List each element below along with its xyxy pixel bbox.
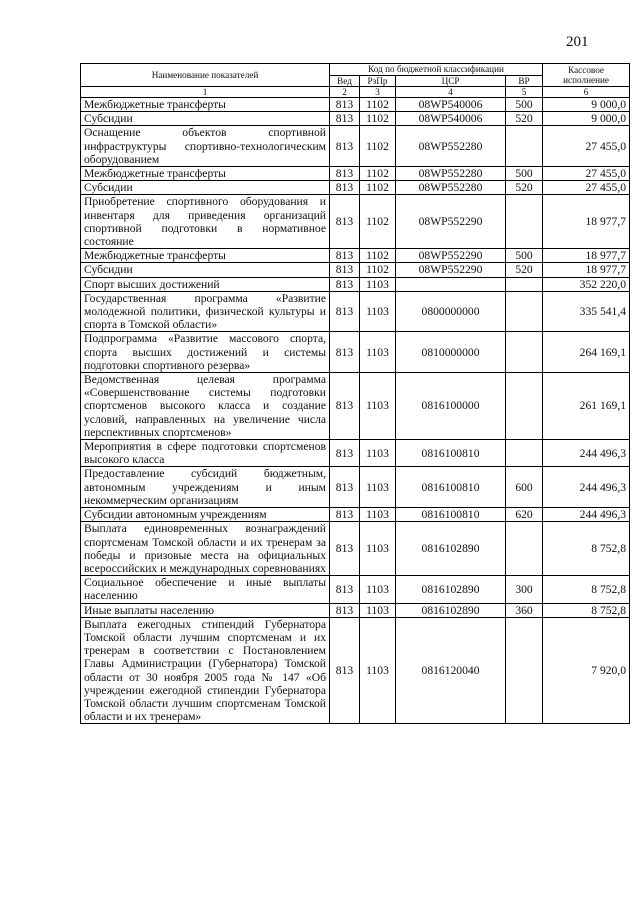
row-vr	[506, 291, 543, 332]
row-rzpr: 1103	[360, 467, 396, 508]
row-amount: 7 920,0	[543, 617, 630, 724]
row-ved: 813	[330, 291, 360, 332]
header-code-group: Код по бюджетной классификации	[330, 64, 543, 76]
table-row	[81, 617, 630, 724]
column-number: 5	[506, 87, 543, 98]
row-amount: 264 169,1	[543, 332, 630, 373]
row-vr	[506, 373, 543, 440]
row-ved: 813	[330, 98, 360, 112]
row-rzpr: 1103	[360, 277, 396, 291]
row-name: Предоставление субсидий бюджетным, автономным учреждениям и иным некоммерческим организациям	[81, 467, 330, 508]
row-amount: 18 977,7	[543, 263, 630, 277]
row-ved: 813	[330, 522, 360, 576]
row-amount: 18 977,7	[543, 195, 630, 249]
row-name: Ведомственная целевая программа «Совершенствование системы подготовки спортсменов высокого класса и создание условий, направленных на увеличение числа перспективных спортсменов»	[81, 373, 330, 440]
table-row	[81, 181, 630, 195]
table-row	[81, 98, 630, 112]
column-number: 1	[81, 87, 330, 98]
table-row	[81, 167, 630, 181]
row-amount: 335 541,4	[543, 291, 630, 332]
row-csr: 0816120040	[396, 617, 506, 724]
table-row	[81, 126, 630, 167]
row-amount: 27 455,0	[543, 181, 630, 195]
row-vr: 500	[506, 98, 543, 112]
row-rzpr: 1103	[360, 603, 396, 617]
row-rzpr: 1103	[360, 440, 396, 467]
row-csr: 08WP552280	[396, 167, 506, 181]
table-row	[81, 440, 630, 467]
row-ved: 813	[330, 126, 360, 167]
row-name: Субсидии	[81, 112, 330, 126]
row-amount: 8 752,8	[543, 603, 630, 617]
row-vr: 500	[506, 249, 543, 263]
row-csr: 0816102890	[396, 603, 506, 617]
table-row	[81, 373, 630, 440]
column-number: 6	[543, 87, 630, 98]
header-name: Наименование показателей	[81, 64, 330, 87]
row-vr: 620	[506, 508, 543, 522]
row-csr: 0816102890	[396, 522, 506, 576]
row-csr: 08WP552290	[396, 263, 506, 277]
table-body	[81, 98, 630, 724]
row-name: Социальное обеспечение и иные выплаты населению	[81, 576, 330, 603]
table-row	[81, 522, 630, 576]
row-amount: 27 455,0	[543, 126, 630, 167]
row-vr: 600	[506, 467, 543, 508]
table-row	[81, 195, 630, 249]
row-csr: 08WP552290	[396, 249, 506, 263]
table-row	[81, 508, 630, 522]
row-csr: 0816100810	[396, 440, 506, 467]
row-rzpr: 1103	[360, 522, 396, 576]
header-vr: ВР	[506, 75, 543, 87]
row-name: Иные выплаты населению	[81, 603, 330, 617]
row-ved: 813	[330, 440, 360, 467]
row-ved: 813	[330, 576, 360, 603]
row-vr	[506, 126, 543, 167]
row-rzpr: 1102	[360, 167, 396, 181]
row-ved: 813	[330, 112, 360, 126]
row-ved: 813	[330, 373, 360, 440]
row-name: Межбюджетные трансферты	[81, 167, 330, 181]
row-name: Субсидии	[81, 263, 330, 277]
header-ved: Вед	[330, 75, 360, 87]
table-row	[81, 576, 630, 603]
row-ved: 813	[330, 332, 360, 373]
row-ved: 813	[330, 508, 360, 522]
column-number-row	[81, 87, 630, 98]
row-ved: 813	[330, 263, 360, 277]
row-ved: 813	[330, 181, 360, 195]
row-csr: 08WP552280	[396, 181, 506, 195]
row-vr: 520	[506, 263, 543, 277]
row-vr: 520	[506, 181, 543, 195]
table-row	[81, 263, 630, 277]
row-amount: 9 000,0	[543, 98, 630, 112]
row-csr: 08WP540006	[396, 112, 506, 126]
row-vr	[506, 617, 543, 724]
row-vr	[506, 332, 543, 373]
column-number: 4	[396, 87, 506, 98]
row-csr	[396, 277, 506, 291]
row-name: Выплата ежегодных стипендий Губернатора Томской области лучшим спортсменам и их тренерам в соответствии с Постановлением Главы Администрации (Губернатора) Томской области от 30 ноября 2005 года № 147 «Об учреждении ежегодной стипендии Губернатора Томской области лучшим спортсменам Томской области и их тренерам»	[81, 617, 330, 724]
row-name: Оснащение объектов спортивной инфраструктуры спортивно-технологическим оборудованием	[81, 126, 330, 167]
row-csr: 08WP552290	[396, 195, 506, 249]
row-name: Подпрограмма «Развитие массового спорта, спорта высших достижений и системы подготовки спортивного резерва»	[81, 332, 330, 373]
row-csr: 08WP552280	[396, 126, 506, 167]
header-csr: ЦСР	[396, 75, 506, 87]
row-rzpr: 1103	[360, 332, 396, 373]
row-rzpr: 1103	[360, 576, 396, 603]
row-amount: 244 496,3	[543, 467, 630, 508]
column-number: 3	[360, 87, 396, 98]
row-name: Государственная программа «Развитие молодежной политики, физической культуры и спорта в Томской области»	[81, 291, 330, 332]
row-ved: 813	[330, 249, 360, 263]
row-amount: 8 752,8	[543, 522, 630, 576]
row-rzpr: 1103	[360, 291, 396, 332]
row-rzpr: 1103	[360, 617, 396, 724]
row-csr: 0816100810	[396, 508, 506, 522]
row-rzpr: 1102	[360, 98, 396, 112]
row-amount: 9 000,0	[543, 112, 630, 126]
row-rzpr: 1102	[360, 263, 396, 277]
table-row	[81, 112, 630, 126]
row-ved: 813	[330, 467, 360, 508]
row-amount: 244 496,3	[543, 508, 630, 522]
row-name: Субсидии	[81, 181, 330, 195]
row-vr: 500	[506, 167, 543, 181]
row-name: Спорт высших достижений	[81, 277, 330, 291]
row-amount: 8 752,8	[543, 576, 630, 603]
table-row	[81, 291, 630, 332]
row-ved: 813	[330, 277, 360, 291]
budget-table	[80, 63, 630, 724]
row-name: Субсидии автономным учреждениям	[81, 508, 330, 522]
row-vr	[506, 195, 543, 249]
row-ved: 813	[330, 195, 360, 249]
table-row	[81, 467, 630, 508]
row-csr: 0800000000	[396, 291, 506, 332]
row-name: Выплата единовременных вознаграждений спортсменам Томской области и их тренерам за победы и призовые места на официальных всероссийских и международных соревнованиях	[81, 522, 330, 576]
row-amount: 352 220,0	[543, 277, 630, 291]
row-csr: 0810000000	[396, 332, 506, 373]
table-row	[81, 277, 630, 291]
row-vr	[506, 522, 543, 576]
row-rzpr: 1102	[360, 112, 396, 126]
row-amount: 244 496,3	[543, 440, 630, 467]
row-ved: 813	[330, 617, 360, 724]
row-rzpr: 1102	[360, 195, 396, 249]
row-name: Межбюджетные трансферты	[81, 249, 330, 263]
row-name: Приобретение спортивного оборудования и инвентаря для приведения организаций спортивной подготовки в нормативное состояние	[81, 195, 330, 249]
row-name: Межбюджетные трансферты	[81, 98, 330, 112]
row-vr: 520	[506, 112, 543, 126]
row-amount: 27 455,0	[543, 167, 630, 181]
table-row	[81, 249, 630, 263]
header-execution: Кассовое исполнение	[543, 64, 630, 87]
table-row	[81, 332, 630, 373]
row-csr: 0816100810	[396, 467, 506, 508]
row-vr	[506, 277, 543, 291]
page-number: 201	[566, 34, 589, 50]
row-ved: 813	[330, 603, 360, 617]
row-name: Мероприятия в сфере подготовки спортсменов высокого класса	[81, 440, 330, 467]
row-csr: 0816100000	[396, 373, 506, 440]
row-rzpr: 1103	[360, 508, 396, 522]
row-rzpr: 1102	[360, 126, 396, 167]
table-row	[81, 603, 630, 617]
row-vr: 360	[506, 603, 543, 617]
row-rzpr: 1102	[360, 181, 396, 195]
row-rzpr: 1103	[360, 373, 396, 440]
row-vr: 300	[506, 576, 543, 603]
column-number: 2	[330, 87, 360, 98]
header-rzpr: РзПр	[360, 75, 396, 87]
row-vr	[506, 440, 543, 467]
row-ved: 813	[330, 167, 360, 181]
row-amount: 18 977,7	[543, 249, 630, 263]
row-csr: 0816102890	[396, 576, 506, 603]
row-amount: 261 169,1	[543, 373, 630, 440]
row-csr: 08WP540006	[396, 98, 506, 112]
row-rzpr: 1102	[360, 249, 396, 263]
